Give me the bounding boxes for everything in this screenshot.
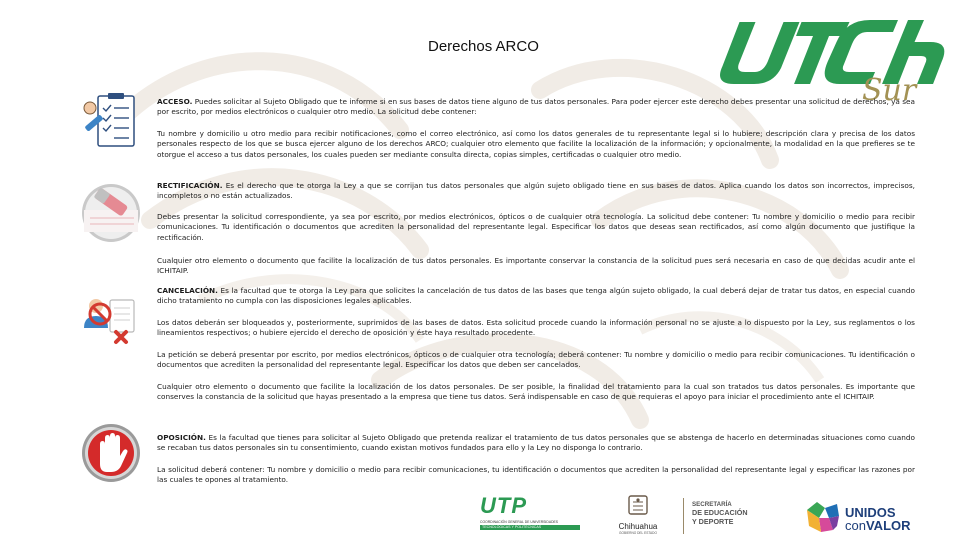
oposicion-heading: OPOSICIÓN. [157, 433, 206, 442]
chihuahua-text: Chihuahua [618, 522, 658, 531]
unidos-con-valor-logo [803, 496, 953, 538]
cancelacion-heading: CANCELACIÓN. [157, 286, 218, 295]
checklist-icon [80, 90, 142, 152]
oposicion-paragraph [157, 433, 915, 454]
rectificacion-paragraph [157, 181, 915, 202]
cancelacion-paragraph-4: Cualquier otro elemento o documento que facilite la localización de los datos personales. De ser posible, la finalidad del tratamiento para la cual son tratados tus datos personales. Es importante que conserves la constancia de la solicitud que hayas presentado a la empresa que tiene tus datos. Será indispensable en caso de que requieras el apoyo para iniciar el procedimiento ante el ICHITAIP. [157, 382, 915, 402]
oposicion-text: Es la facultad que tienes para solicitar al Sujeto Obligado que pretenda realizar el tratamiento de tus datos personales que se abstenga de hacerlo en determinadas situaciones como cuando se recaban tus datos personales sin tu consentimiento, cuando existan motivos fundados para ello y la Ley no disponga lo contrario. [157, 433, 915, 453]
unidos-line2 [845, 519, 911, 532]
unidos-line2b: VALOR [865, 518, 911, 533]
rectificacion-heading: RECTIFICACIÓN. [157, 181, 223, 190]
stop-hand-icon [80, 422, 142, 484]
utp-logo [480, 494, 580, 538]
oposicion-paragraph-2: La solicitud deberá contener: Tu nombre y domicilio o medio para recibir comunicaciones, tu identificación o documentos que acrediten la personalidad del representante legal y especificar las razones por las cuales te opones al tratamiento. [157, 465, 915, 485]
sep-logo [692, 501, 782, 535]
acceso-paragraph [157, 97, 915, 118]
logo-sur-text: Sur [862, 73, 917, 104]
unidos-line1: UNIDOS [845, 505, 896, 520]
footer-divider [683, 498, 684, 534]
cancelacion-paragraph-2: Los datos deberán ser bloqueados y, posteriormente, suprimidos de las bases de datos. Esta solicitud procede cuando la información personal no se ajuste a lo dispuesto por la Ley, sus reglamentos o los lineamientos respectivos; o hubiere ejercido el derecho de oposición y éste haya resultado procedente. [157, 318, 915, 338]
acceso-heading: ACCESO. [157, 97, 193, 106]
page-title: Derechos ARCO [428, 38, 539, 55]
acceso-text: Puedes solicitar al Sujeto Obligado que te informe si en sus bases de datos tiene alguno de tus datos personales. Para poder ejercer este derecho debes presentar una solicitud de derechos, ya sea por escrito, por medios electrónicos o cualquier otro medio. La solicitud debe contener: [157, 97, 915, 117]
cancelacion-text: Es la facultad que te otorga la Ley para que solicites la cancelación de tus datos de las bases que tenga algún sujeto obligado, la cual deberá dejar de tratar tus datos, en especial cuando dicho tratamiento no cumpla con las disposiciones legales aplicables. [157, 286, 915, 306]
sep-line2: DE EDUCACIÓN [692, 508, 748, 517]
unidos-emblem-icon [803, 496, 843, 536]
chihuahua-sub: GOBIERNO DEL ESTADO [619, 531, 657, 535]
rectificacion-text: Es el derecho que te otorga la Ley a que se corrijan tus datos personales que algún sujeto obligado tiene en sus bases de datos. Aplica cuando los datos son incorrectos, imprecisos, incompletos o no están actualizados. [157, 181, 915, 201]
chihuahua-logo [606, 494, 670, 538]
utp-logo-line1: COORDINACIÓN GENERAL DE UNIVERSIDADES [480, 520, 559, 524]
rectificacion-paragraph-3: Cualquier otro elemento o documento que facilite la localización de tus datos personales. Es importante conservar la constancia de la solicitud pues será necesaria en caso de que decidas acudir ante el ICHITAIP. [157, 256, 915, 276]
chihuahua-emblem-icon [625, 494, 651, 518]
cancelacion-paragraph [157, 286, 915, 307]
eraser-icon [80, 182, 142, 244]
user-cancel-icon [80, 288, 142, 350]
utp-logo-text: UTP [480, 493, 527, 518]
unidos-line2a: con [845, 518, 866, 533]
sep-line1: SECRETARÍA [692, 501, 732, 508]
cancelacion-paragraph-3: La petición se deberá presentar por escrito, por medios electrónicos, ópticos o de cualquier otra tecnología; deberá contener: Tu nombre y domicilio o medio para recibir comunicaciones. Tu identificación o documentos que acrediten la personalidad del representante legal. Especificar los datos que deben ser cancelados. [157, 350, 915, 370]
utch-sur-logo [712, 12, 950, 104]
utp-logo-line2: TECNOLÓGICAS Y POLITÉCNICAS [480, 525, 580, 530]
sep-line3: Y DEPORTE [692, 516, 734, 526]
acceso-paragraph-2: Tu nombre y domicilio u otro medio para recibir notificaciones, como el correo electrónico, así como los datos generales de tu representante legal si lo hubiere; descripción clara y precisa de los datos personales respecto de los que se busca ejercer alguno de los derechos ARCO; cualquier otro elemento que facilite la localización de la información; y opcionalmente, la modalidad en la que prefieres se te otorgue el acceso a tus datos personales, los cuales pueden ser mediante consulta directa, copias simples, certificadas o cualquier otro medio. [157, 129, 915, 159]
rectificacion-paragraph-2: Debes presentar la solicitud correspondiente, ya sea por escrito, por medios electrónicos, ópticos o de cualquier otra tecnología. La solicitud debe contener: Tu nombre y domicilio o medio para recibir comunicaciones. Tu identificación o documentos que acrediten la personalidad del representante legal. Especificar los datos que deseas sean rectificados, así como algún documento que justifique la rectificación. [157, 212, 915, 242]
